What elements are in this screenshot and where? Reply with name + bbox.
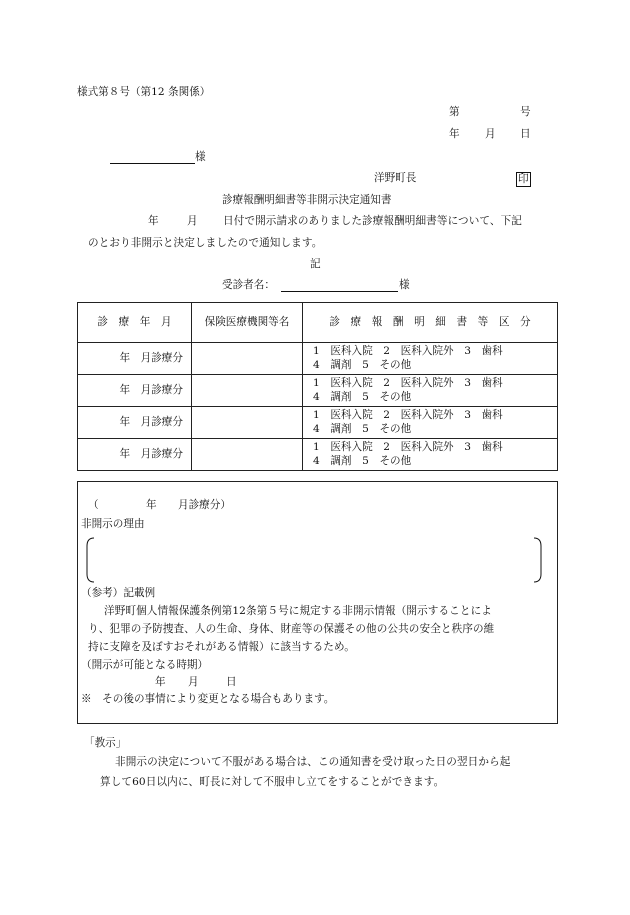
header-institution: 保険医療機関等名 xyxy=(192,303,303,343)
row-institution xyxy=(192,375,303,407)
doc-number-go: 号 xyxy=(520,106,531,118)
table-row xyxy=(78,343,558,375)
left-bracket xyxy=(87,538,94,582)
table-row xyxy=(78,375,558,407)
kyouji-label: 「教示」 xyxy=(84,737,127,749)
change-note: ※ その後の事情により変更となる場合もあります。 xyxy=(81,693,335,705)
category-line2: 4 調剤 5 その他 xyxy=(313,358,412,371)
table-row xyxy=(78,407,558,439)
row-institution xyxy=(192,439,303,471)
row-category xyxy=(303,375,558,407)
timing-month: 月 xyxy=(188,676,199,688)
category-line2: 4 調剤 5 その他 xyxy=(313,390,412,403)
timing-label: （開示が可能となる時期） xyxy=(81,659,209,671)
row-period: 年 月診療分 xyxy=(78,375,192,407)
header-category: 診 療 報 酬 明 細 書 等 区 分 xyxy=(303,303,558,343)
seal-mark: 印 xyxy=(518,173,529,185)
row-category xyxy=(303,439,558,471)
row-category xyxy=(303,407,558,439)
reason-brackets xyxy=(84,536,544,584)
right-bracket xyxy=(534,538,541,582)
category-line1: 1 医科入院 2 医科入院外 3 歯科 xyxy=(313,440,503,453)
issuer-name: 洋野町長 xyxy=(374,172,417,184)
kyouji-line2: 算して60日以内に、町長に対して不服申し立てをすることができます。 xyxy=(100,776,445,788)
doc-number-dai: 第 xyxy=(449,106,460,118)
document-title: 診療報酬明細書等非開示決定通知書 xyxy=(222,194,392,206)
timing-day: 日 xyxy=(226,676,237,688)
table-header-row xyxy=(78,303,558,343)
example-line3: 持に支障を及ぼすおそれがある情報）に該当するため。 xyxy=(88,641,355,653)
category-line2: 4 調剤 5 その他 xyxy=(313,422,412,435)
reason-label: 非開示の理由 xyxy=(81,518,145,530)
table-row xyxy=(78,439,558,471)
reason-period-open: （ xyxy=(88,499,99,511)
date-day: 日 xyxy=(520,128,531,140)
body-line1: 日付で開示請求のありました診療報酬明細書等について、下記 xyxy=(223,215,522,227)
example-line2: り、犯罪の予防捜査、人の生命、身体、財産等の保護その他の公共の安全と秩序の維 xyxy=(88,623,495,635)
row-period: 年 月診療分 xyxy=(78,343,192,375)
category-line1: 1 医科入院 2 医科入院外 3 歯科 xyxy=(313,408,503,421)
example-line1: 洋野町個人情報保護条例第12条第５号に規定する非開示情報（開示することによ xyxy=(104,605,492,617)
reason-period-year: 年 xyxy=(146,499,157,511)
addressee-underline xyxy=(110,163,195,164)
date-month: 月 xyxy=(485,128,496,140)
kyouji-line1: 非開示の決定について不服がある場合は、この通知書を受け取った日の翌日から起 xyxy=(115,756,511,768)
addressee-suffix: 様 xyxy=(195,151,206,163)
row-period: 年 月診療分 xyxy=(78,407,192,439)
patient-underline xyxy=(281,291,398,292)
body-line2: のとおり非開示と決定しましたので通知します。 xyxy=(88,237,323,249)
body-month: 月 xyxy=(187,215,198,227)
category-line2: 4 調剤 5 その他 xyxy=(313,454,412,467)
row-institution xyxy=(192,407,303,439)
reason-period-month: 月診療分） xyxy=(178,499,231,511)
patient-label: 受診者名： xyxy=(222,279,275,291)
row-institution xyxy=(192,343,303,375)
form-number: 様式第８号（第12 条関係） xyxy=(77,86,211,98)
header-period: 診 療 年 月 xyxy=(78,303,192,343)
category-line1: 1 医科入院 2 医科入院外 3 歯科 xyxy=(313,344,503,357)
row-category xyxy=(303,343,558,375)
example-label: （参考）記載例 xyxy=(81,587,156,599)
category-line1: 1 医科入院 2 医科入院外 3 歯科 xyxy=(313,376,503,389)
claims-table xyxy=(77,302,558,471)
ki-heading: 記 xyxy=(310,258,321,270)
body-year: 年 xyxy=(148,215,159,227)
date-year: 年 xyxy=(449,128,460,140)
reason-box xyxy=(77,481,558,724)
patient-suffix: 様 xyxy=(399,279,410,291)
timing-year: 年 xyxy=(155,676,166,688)
row-period: 年 月診療分 xyxy=(78,439,192,471)
